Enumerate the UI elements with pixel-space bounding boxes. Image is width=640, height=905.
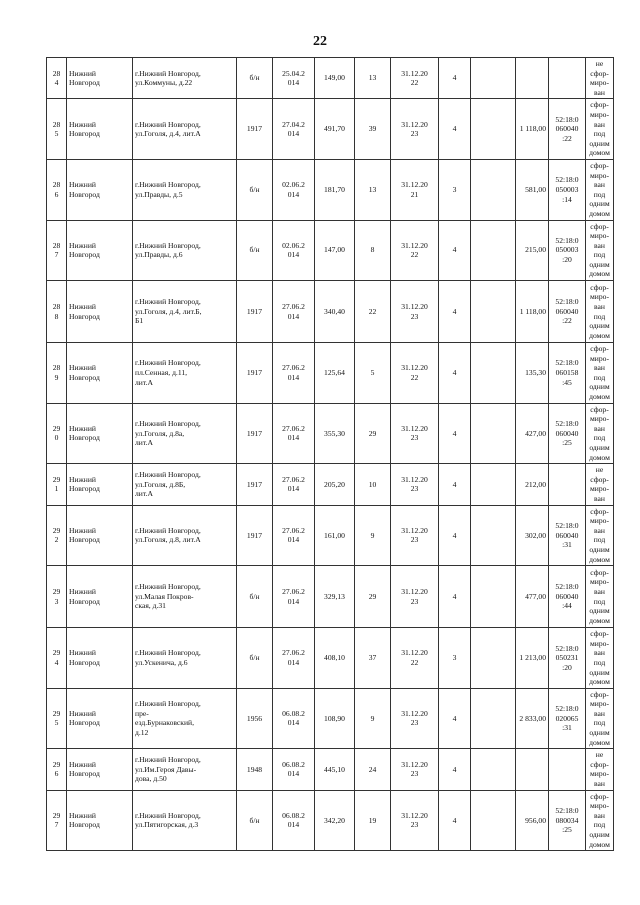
- row-number: 28 5: [47, 99, 67, 160]
- area-cell: 355,30: [315, 403, 355, 464]
- stage-cell: 4: [439, 220, 471, 281]
- deadline-cell: 31.12.20 21: [391, 159, 439, 220]
- year-cell: б/н: [237, 159, 273, 220]
- address-cell: г.Нижний Новгород, ул.Малая Покров- ская, д.31: [133, 566, 237, 628]
- deadline-cell: 31.12.20 22: [391, 628, 439, 689]
- date-cell: 27.06.2 014: [273, 628, 315, 689]
- cadastral-number-cell: 52:18:0 060040 :31: [549, 505, 586, 566]
- table-row: [47, 688, 614, 749]
- table-row: [47, 220, 614, 281]
- residents-cell: 13: [355, 58, 391, 99]
- address-cell: г.Нижний Новгород, ул.Правды, д.6: [133, 220, 237, 281]
- residents-cell: 9: [355, 688, 391, 749]
- row-number: 29 6: [47, 749, 67, 790]
- land-status-cell: сфор- миро- ван под одним домом: [586, 566, 614, 628]
- land-status-cell: не сфор- миро- ван: [586, 464, 614, 505]
- table-row: [47, 159, 614, 220]
- land-status-cell: сфор- миро- ван под одним домом: [586, 99, 614, 160]
- date-cell: 06.08.2 014: [273, 749, 315, 790]
- city-cell: Нижний Новгород: [67, 688, 133, 749]
- area-cell: 149,00: [315, 58, 355, 99]
- cadastral-number-cell: 52:18:0 060040 :22: [549, 99, 586, 160]
- year-cell: 1917: [237, 505, 273, 566]
- year-cell: 1956: [237, 688, 273, 749]
- land-status-cell: сфор- миро- ван под одним домом: [586, 790, 614, 851]
- area-cell: 125,64: [315, 343, 355, 404]
- cadastral-number-cell: 52:18:0 050231 :20: [549, 628, 586, 689]
- deadline-cell: 31.12.20 23: [391, 749, 439, 790]
- residents-cell: 29: [355, 566, 391, 628]
- address-cell: г.Нижний Новгород, ул.Ускенича, д.6: [133, 628, 237, 689]
- address-cell: г.Нижний Новгород, ул.Пятигорская, д.3: [133, 790, 237, 851]
- row-number: 28 9: [47, 343, 67, 404]
- deadline-cell: 31.12.20 23: [391, 281, 439, 343]
- deadline-cell: 31.12.20 23: [391, 505, 439, 566]
- address-cell: г.Нижний Новгород, ул.Гоголя, д.8а, лит.А: [133, 403, 237, 464]
- area-cell: 147,00: [315, 220, 355, 281]
- deadline-cell: 31.12.20 23: [391, 688, 439, 749]
- address-cell: г.Нижний Новгород, пл.Сенная, д.11, лит.А: [133, 343, 237, 404]
- deadline-cell: 31.12.20 23: [391, 790, 439, 851]
- row-number: 28 8: [47, 281, 67, 343]
- residents-cell: 19: [355, 790, 391, 851]
- area-cell: 108,90: [315, 688, 355, 749]
- empty-cell: [471, 281, 516, 343]
- area-cell: 161,00: [315, 505, 355, 566]
- city-cell: Нижний Новгород: [67, 159, 133, 220]
- date-cell: 27.04.2 014: [273, 99, 315, 160]
- year-cell: 1948: [237, 749, 273, 790]
- land-status-cell: сфор- миро- ван под одним домом: [586, 343, 614, 404]
- empty-cell: [471, 688, 516, 749]
- cost-cell: 1 118,00: [516, 281, 549, 343]
- year-cell: 1917: [237, 403, 273, 464]
- stage-cell: 4: [439, 403, 471, 464]
- empty-cell: [471, 505, 516, 566]
- row-number: 29 4: [47, 628, 67, 689]
- land-status-cell: сфор- миро- ван под одним домом: [586, 159, 614, 220]
- cost-cell: 2 833,00: [516, 688, 549, 749]
- table-row: [47, 464, 614, 505]
- land-status-cell: сфор- миро- ван под одним домом: [586, 281, 614, 343]
- table-row: [47, 99, 614, 160]
- residents-cell: 29: [355, 403, 391, 464]
- city-cell: Нижний Новгород: [67, 628, 133, 689]
- city-cell: Нижний Новгород: [67, 749, 133, 790]
- cadastral-number-cell: 52:18:0 050003 :14: [549, 159, 586, 220]
- date-cell: 06.08.2 014: [273, 688, 315, 749]
- date-cell: 27.06.2 014: [273, 464, 315, 505]
- deadline-cell: 31.12.20 22: [391, 220, 439, 281]
- residents-cell: 37: [355, 628, 391, 689]
- address-cell: г.Нижний Новгород, ул.Гоголя, д.8, лит.А: [133, 505, 237, 566]
- address-cell: г.Нижний Новгород, ул.Коммуны, д.22: [133, 58, 237, 99]
- address-cell: г.Нижний Новгород, ул.Гоголя, д.4, лит.А: [133, 99, 237, 160]
- land-status-cell: сфор- миро- ван под одним домом: [586, 688, 614, 749]
- residents-cell: 8: [355, 220, 391, 281]
- row-number: 29 0: [47, 403, 67, 464]
- city-cell: Нижний Новгород: [67, 790, 133, 851]
- row-number: 29 3: [47, 566, 67, 628]
- date-cell: 27.06.2 014: [273, 566, 315, 628]
- row-number: 28 4: [47, 58, 67, 99]
- table-row: [47, 505, 614, 566]
- deadline-cell: 31.12.20 23: [391, 403, 439, 464]
- city-cell: Нижний Новгород: [67, 281, 133, 343]
- cadastral-number-cell: 52:18:0 060158 :45: [549, 343, 586, 404]
- city-cell: Нижний Новгород: [67, 58, 133, 99]
- cost-cell: 477,00: [516, 566, 549, 628]
- row-number: 29 7: [47, 790, 67, 851]
- cost-cell: 1 118,00: [516, 99, 549, 160]
- city-cell: Нижний Новгород: [67, 505, 133, 566]
- city-cell: Нижний Новгород: [67, 220, 133, 281]
- area-cell: 491,70: [315, 99, 355, 160]
- table-row: [47, 281, 614, 343]
- residents-cell: 10: [355, 464, 391, 505]
- table-row: [47, 58, 614, 99]
- city-cell: Нижний Новгород: [67, 99, 133, 160]
- empty-cell: [471, 464, 516, 505]
- date-cell: 02.06.2 014: [273, 159, 315, 220]
- residents-cell: 5: [355, 343, 391, 404]
- cost-cell: 956,00: [516, 790, 549, 851]
- cost-cell: 581,00: [516, 159, 549, 220]
- year-cell: 1917: [237, 99, 273, 160]
- address-cell: г.Нижний Новгород, ул.Гоголя, д.8Б, лит.А: [133, 464, 237, 505]
- cadastral-number-cell: [549, 749, 586, 790]
- date-cell: 27.06.2 014: [273, 403, 315, 464]
- cost-cell: [516, 749, 549, 790]
- date-cell: 27.06.2 014: [273, 505, 315, 566]
- row-number: 29 5: [47, 688, 67, 749]
- row-number: 28 6: [47, 159, 67, 220]
- table-row: [47, 566, 614, 628]
- empty-cell: [471, 159, 516, 220]
- empty-cell: [471, 58, 516, 99]
- stage-cell: 4: [439, 566, 471, 628]
- stage-cell: 4: [439, 343, 471, 404]
- cost-cell: 427,00: [516, 403, 549, 464]
- registry-body: [47, 58, 614, 851]
- empty-cell: [471, 343, 516, 404]
- stage-cell: 4: [439, 688, 471, 749]
- area-cell: 445,10: [315, 749, 355, 790]
- year-cell: 1917: [237, 464, 273, 505]
- empty-cell: [471, 790, 516, 851]
- deadline-cell: 31.12.20 23: [391, 566, 439, 628]
- cadastral-number-cell: [549, 58, 586, 99]
- cadastral-number-cell: [549, 464, 586, 505]
- address-cell: г.Нижний Новгород, ул.Правды, д.5: [133, 159, 237, 220]
- cost-cell: 215,00: [516, 220, 549, 281]
- empty-cell: [471, 566, 516, 628]
- land-status-cell: не сфор- миро- ван: [586, 749, 614, 790]
- cadastral-number-cell: 52:18:0 060040 :22: [549, 281, 586, 343]
- residents-cell: 13: [355, 159, 391, 220]
- year-cell: б/н: [237, 220, 273, 281]
- area-cell: 340,40: [315, 281, 355, 343]
- empty-cell: [471, 403, 516, 464]
- year-cell: 1917: [237, 343, 273, 404]
- cadastral-number-cell: 52:18:0 080034 :25: [549, 790, 586, 851]
- stage-cell: 4: [439, 281, 471, 343]
- residents-cell: 24: [355, 749, 391, 790]
- area-cell: 205,20: [315, 464, 355, 505]
- cadastral-number-cell: 52:18:0 060040 :25: [549, 403, 586, 464]
- land-status-cell: не сфор- миро- ван: [586, 58, 614, 99]
- land-status-cell: сфор- миро- ван под одним домом: [586, 220, 614, 281]
- date-cell: 06.08.2 014: [273, 790, 315, 851]
- year-cell: б/н: [237, 628, 273, 689]
- deadline-cell: 31.12.20 22: [391, 343, 439, 404]
- land-status-cell: сфор- миро- ван под одним домом: [586, 628, 614, 689]
- cadastral-number-cell: 52:18:0 050003 :20: [549, 220, 586, 281]
- housing-registry-table: [46, 57, 614, 851]
- area-cell: 181,70: [315, 159, 355, 220]
- stage-cell: 4: [439, 790, 471, 851]
- cost-cell: 1 213,00: [516, 628, 549, 689]
- cost-cell: [516, 58, 549, 99]
- year-cell: б/н: [237, 566, 273, 628]
- stage-cell: 4: [439, 749, 471, 790]
- date-cell: 27.06.2 014: [273, 343, 315, 404]
- cost-cell: 212,00: [516, 464, 549, 505]
- city-cell: Нижний Новгород: [67, 403, 133, 464]
- cost-cell: 135,30: [516, 343, 549, 404]
- address-cell: г.Нижний Новгород, ул.Им.Героя Давы- дова, д.50: [133, 749, 237, 790]
- stage-cell: 4: [439, 505, 471, 566]
- deadline-cell: 31.12.20 22: [391, 58, 439, 99]
- stage-cell: 4: [439, 464, 471, 505]
- area-cell: 329,13: [315, 566, 355, 628]
- date-cell: 02.06.2 014: [273, 220, 315, 281]
- date-cell: 25.04.2 014: [273, 58, 315, 99]
- year-cell: б/н: [237, 58, 273, 99]
- area-cell: 342,20: [315, 790, 355, 851]
- table-row: [47, 628, 614, 689]
- address-cell: г.Нижний Новгород, пре- езд.Бурнаковский, д.12: [133, 688, 237, 749]
- city-cell: Нижний Новгород: [67, 464, 133, 505]
- cadastral-number-cell: 52:18:0 020065 :31: [549, 688, 586, 749]
- page-number: 22: [313, 34, 327, 49]
- table-row: [47, 403, 614, 464]
- stage-cell: 3: [439, 628, 471, 689]
- year-cell: 1917: [237, 281, 273, 343]
- empty-cell: [471, 628, 516, 689]
- row-number: 29 1: [47, 464, 67, 505]
- stage-cell: 4: [439, 99, 471, 160]
- stage-cell: 3: [439, 159, 471, 220]
- cost-cell: 302,00: [516, 505, 549, 566]
- empty-cell: [471, 99, 516, 160]
- residents-cell: 22: [355, 281, 391, 343]
- table-row: [47, 749, 614, 790]
- year-cell: б/н: [237, 790, 273, 851]
- land-status-cell: сфор- миро- ван под одним домом: [586, 505, 614, 566]
- stage-cell: 4: [439, 58, 471, 99]
- address-cell: г.Нижний Новгород, ул.Гоголя, д.4, лит.Б, Б1: [133, 281, 237, 343]
- row-number: 29 2: [47, 505, 67, 566]
- city-cell: Нижний Новгород: [67, 343, 133, 404]
- empty-cell: [471, 749, 516, 790]
- cadastral-number-cell: 52:18:0 060040 :44: [549, 566, 586, 628]
- deadline-cell: 31.12.20 23: [391, 464, 439, 505]
- row-number: 28 7: [47, 220, 67, 281]
- empty-cell: [471, 220, 516, 281]
- table-row: [47, 343, 614, 404]
- land-status-cell: сфор- миро- ван под одним домом: [586, 403, 614, 464]
- area-cell: 408,10: [315, 628, 355, 689]
- date-cell: 27.06.2 014: [273, 281, 315, 343]
- residents-cell: 39: [355, 99, 391, 160]
- deadline-cell: 31.12.20 23: [391, 99, 439, 160]
- residents-cell: 9: [355, 505, 391, 566]
- table-row: [47, 790, 614, 851]
- city-cell: Нижний Новгород: [67, 566, 133, 628]
